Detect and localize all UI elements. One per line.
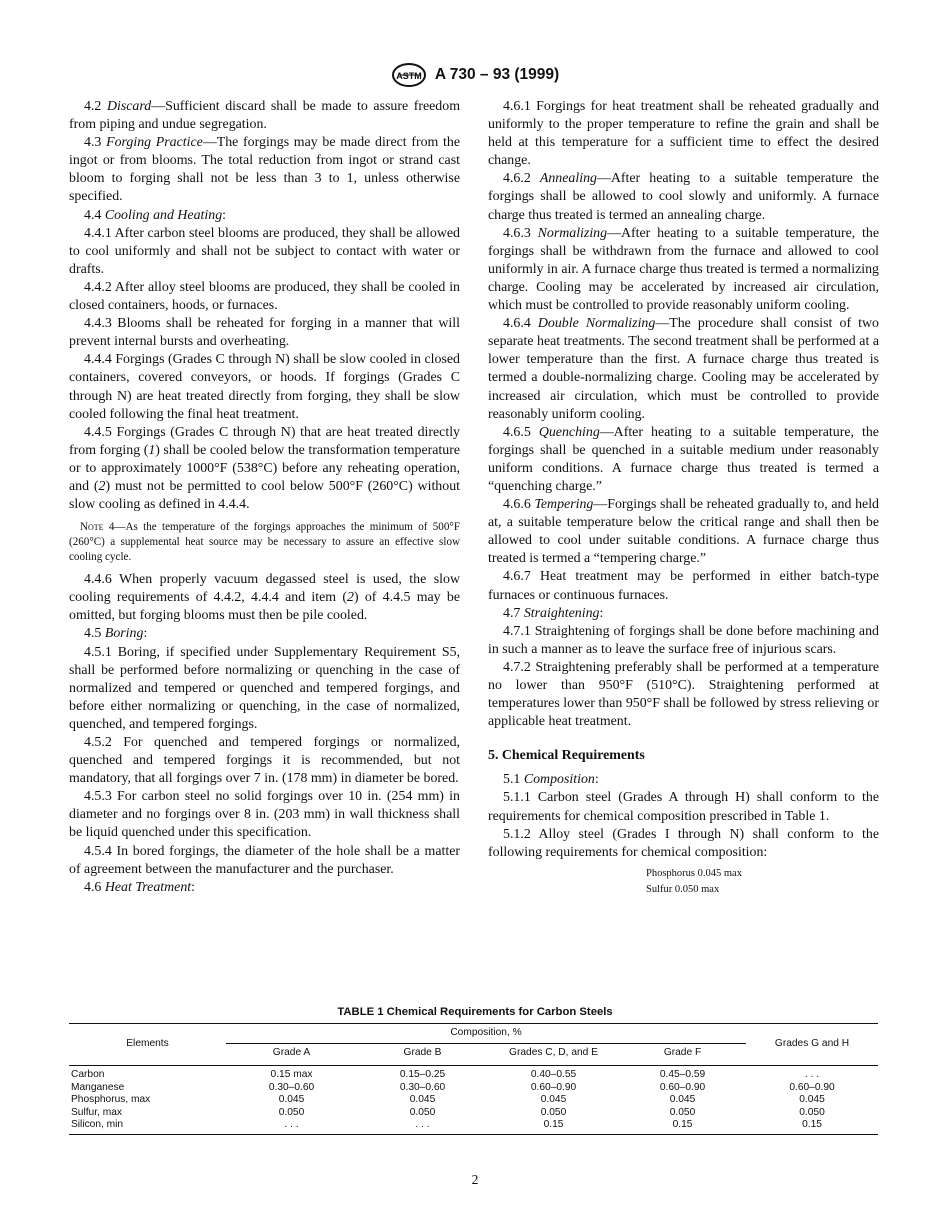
section-4-5-3: 4.5.3 For carbon steel no solid forgings over 10 in. (254 mm) in diameter and no forgings over 8 in. (203 mm) in wall thickness shall be liquid quenched under this specification. [69,789,460,841]
grade-header: Grade F [619,1043,746,1066]
section-4-4-3: 4.4.3 Blooms shall be reheated for forging in a manner that will prevent internal bursts and overheating. [69,316,460,350]
grade-header: Grades C, D, and E [488,1043,619,1066]
section-5-1: 5.1 Composition: [503,772,599,788]
value-cell: 0.30–0.60 [399,1081,446,1093]
value-cell: 0.050 [540,1106,567,1118]
section-4-6-7: 4.6.7 Heat treatment may be performed in either batch-type furnaces or continuous furnaces. [488,569,879,603]
value-cell: 0.045 [409,1094,436,1105]
element-cell: Carbon [71,1069,105,1080]
value-cell: 0.15 max [270,1069,313,1080]
right-column [488,98,879,898]
section-4-7-1: 4.7.1 Straightening of forgings shall be done before machining and in such a manner as to leave the surface free of injurious scars. [488,623,879,657]
value-cell: . . . [804,1069,820,1080]
section-4-7-2: 4.7.2 Straightening preferably shall be performed at a temperature no lower than 950°F (510°C). Straightening performed at temperatures lower than 950°F shall be followed by stress relieving or applicable heat treatment. [488,659,879,730]
value-cell: 0.050 [669,1106,696,1118]
value-cell: 0.15 [746,1119,878,1134]
grades-g-h-header: Grades G and H [746,1024,878,1066]
section-4-6-3: 4.6.3 Normalizing—After heating to a suitable temperature, the forgings shall be withdrawn from the furnace and allowed to cool uniformly in air. A furnace charge thus treated is termed a normalizing charge. Cooling may be accelerated by increased air circulation, which must be controlled to provide reasonably uniform cooling. [488,225,879,314]
document-designation: A 730 – 93 (1999) [434,66,560,83]
value-cell: 0.15 [488,1119,619,1134]
table-row [69,1082,878,1095]
value-cell: 0.40–0.55 [530,1069,577,1080]
value-cell: 0.60–0.90 [530,1081,577,1093]
value-cell: 0.045 [278,1094,305,1105]
grade-header: Grade A [226,1043,357,1066]
sulfur-limit: Sulfur 0.050 max [646,883,720,895]
section-4-4-2: 4.4.2 After alloy steel blooms are produced, they shall be cooled in closed containers, hoods, or furnaces. [69,279,460,314]
section-4-4-5: 4.4.5 Forgings (Grades C through N) that are heat treated directly from forging (1) shall be cooled below the transformation temperature or to approximately 1000°F (538°C) before any reheating operation, and (2) must not be permitted to cool below 500°F (260°C) without slow cooling as defined in 4.4.4. [69,424,460,513]
value-cell: 0.60–0.90 [659,1081,706,1093]
value-cell: 0.045 [669,1094,696,1105]
section-4-6-4: 4.6.4 Double Normalizing—The procedure shall consist of two separate heat treatments. The second treatment shall be performed at a lower temperature than the first. A furnace charge thus treated is termed a double-normalizing charge. Cooling may be accelerated by increased air circulation, which must be controlled to provide reasonably uniform cooling. [488,316,879,422]
table-row [69,1094,878,1107]
composition-header: Composition, % [226,1024,746,1044]
alloy-composition-list [646,866,879,898]
section-4-6-2: 4.6.2 Annealing—After heating to a suitable temperature the forgings shall be allowed to cool slowly and uniformly. A furnace charge thus treated is termed an annealing charge. [488,171,879,223]
elements-header: Elements [69,1024,226,1066]
table-row [69,1119,878,1134]
section-4-3: 4.3 Forging Practice—The forgings may be made direct from the ingot or from blooms. The total reduction from ingot or strand cast bloom to forging shall not be less than 3 to 1, unless otherwise specified. [69,135,461,205]
value-cell: 0.045 [540,1094,567,1105]
section-5-1-1: 5.1.1 Carbon steel (Grades A through H) shall conform to the requirements for chemical composition prescribed in Table 1. [488,790,879,824]
value-cell: 0.15 [619,1119,746,1134]
section-4-4-1: 4.4.1 After carbon steel blooms are produced, they shall be allowed to cool uniformly and shall not be subject to contact with water or drafts. [69,225,460,277]
value-cell: 0.050 [799,1106,825,1118]
section-4-7: 4.7 Straightening: [503,605,604,621]
grade-header: Grade B [357,1043,488,1066]
value-cell: . . . [357,1119,488,1134]
left-column [69,98,460,897]
note-4: Note 4—As the temperature of the forgings approaches the minimum of 500°F (260°C) a supplemental heat source may be necessary to assure an effective slow cooling cycle. [69,521,460,564]
value-cell: 0.050 [409,1106,436,1118]
svg-text:ASTM: ASTM [396,71,422,81]
value-cell: 0.30–0.60 [268,1081,315,1093]
section-5-heading: 5. Chemical Requirements [488,748,645,764]
value-cell: 0.45–0.59 [659,1069,706,1080]
table-1-caption: TABLE 1 Chemical Requirements for Carbon Steels [337,1006,613,1018]
section-4-6-1: 4.6.1 Forgings for heat treatment shall be reheated gradually and uniformly to the proper temperature to refine the grain and shall be held at this temperature for a sufficient time to effect the desired change. [488,99,879,169]
page-header [0,62,950,88]
section-5-1-2: 5.1.2 Alloy steel (Grades I through N) shall conform to the following requirements for chemical composition: [488,826,879,860]
element-cell: Manganese [71,1081,125,1093]
element-cell: Sulfur, max [71,1106,122,1118]
table-row [69,1107,878,1120]
value-cell: . . . [226,1119,357,1134]
section-4-6-6: 4.6.6 Tempering—Forgings shall be reheated gradually to, and held at, a suitable temperature below the critical range and shall then be allowed to cool under suitable conditions. A furnace charge thus treated is termed a “tempering charge.” [488,497,879,567]
section-4-4-4: 4.4.4 Forgings (Grades C through N) shall be slow cooled in closed containers, covered conveyors, or hoods. If forgings (Grades C through N) are heat treated directly from forging, they shall be slow cooled following the final heat treatment. [69,352,460,422]
phosphorus-limit: Phosphorus 0.045 max [646,867,742,879]
section-4-6: 4.6 Heat Treatment: [84,879,195,895]
page-number: 2 [471,1172,479,1187]
element-cell: Silicon, min [69,1119,226,1134]
astm-logo-icon [391,62,427,88]
value-cell: 0.15–0.25 [399,1069,446,1080]
section-4-5-1: 4.5.1 Boring, if specified under Supplementary Requirement S5, shall be performed before normalizing or quenching in the case of normalized and tempered or quenched and tempered forgings, and before either normalizing or quenching, in the case of normalized, quenched, and tempered forgings. [69,644,460,732]
section-4-6-5: 4.6.5 Quenching—After heating to a suitable temperature, the forgings shall be quenched in a suitable medium under reasonably uniform conditions. A furnace charge thus treated is termed a “quenching charge.” [488,424,879,494]
section-4-4-6: 4.4.6 When properly vacuum degassed steel is used, the slow cooling requirements of 4.4.2, 4.4.4 and item (2) of 4.4.5 may be omitted, but forging blooms must then be pile cooled. [69,572,460,624]
section-4-5: 4.5 Boring: [84,626,148,642]
element-cell: Phosphorus, max [71,1094,151,1105]
table-row [69,1066,878,1082]
value-cell: 0.045 [799,1094,825,1105]
section-4-4: 4.4 Cooling and Heating: [84,207,227,223]
section-4-2: 4.2 Discard—Sufficient discard shall be made to assure freedom from piping and undue segregation. [69,99,460,133]
table-1 [69,1023,878,1135]
value-cell: 0.60–0.90 [789,1081,835,1093]
value-cell: 0.050 [278,1106,305,1118]
section-4-5-4: 4.5.4 In bored forgings, the diameter of the hole shall be a matter of agreement between the manufacturer and the purchaser. [69,843,460,877]
section-4-5-2: 4.5.2 For quenched and tempered forgings or normalized, quenched and tempered forgings it is recommended, but not mandatory, that all forgings over 7 in. (178 mm) in diameter be bored. [69,735,460,787]
